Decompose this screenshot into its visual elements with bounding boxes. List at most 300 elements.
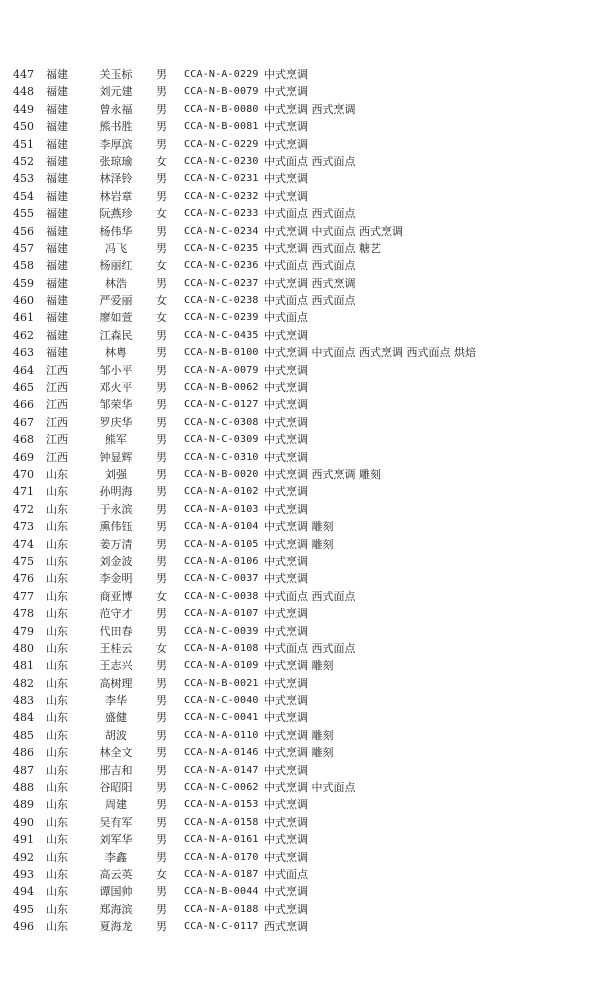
- certificate-code-cell: CCA-N-A-0109: [184, 660, 259, 672]
- row-number: 457: [13, 241, 34, 255]
- row-number: 490: [13, 815, 34, 829]
- categories-cell: 中式烹调 雕刻: [264, 520, 334, 534]
- certificate-code-cell: CCA-N-C-0041: [184, 712, 259, 724]
- categories-cell: 中式烹调: [264, 502, 308, 516]
- table-row: [0, 744, 600, 761]
- table-row: [0, 483, 600, 500]
- certificate-code-cell: CCA-N-C-0117: [184, 921, 259, 933]
- name-cell: 刘金波: [99, 554, 133, 568]
- name-cell: 林浩: [105, 276, 127, 290]
- gender-cell: 男: [156, 520, 167, 534]
- gender-cell: 女: [156, 294, 167, 308]
- gender-cell: 男: [156, 398, 167, 412]
- province-cell: 山东: [46, 902, 68, 916]
- province-cell: 山东: [46, 659, 68, 673]
- categories-cell: 中式烹调: [264, 381, 308, 395]
- province-cell: 山东: [46, 589, 68, 603]
- province-cell: 山东: [46, 711, 68, 725]
- name-cell: 杨伟华: [99, 224, 133, 238]
- row-number: 463: [13, 346, 34, 360]
- categories-cell: 中式烹调 中式面点: [264, 781, 356, 795]
- province-cell: 山东: [46, 763, 68, 777]
- row-number: 476: [13, 572, 34, 586]
- table-row: [0, 762, 600, 779]
- table-row: [0, 170, 600, 187]
- gender-cell: 男: [156, 450, 167, 464]
- categories-cell: 中式烹调: [264, 85, 308, 99]
- gender-cell: 男: [156, 902, 167, 916]
- gender-cell: 男: [156, 502, 167, 516]
- certificate-code-cell: CCA-N-A-0153: [184, 799, 259, 811]
- certificate-code-cell: CCA-N-C-0235: [184, 242, 259, 254]
- name-cell: 商亚博: [99, 589, 133, 603]
- row-number: 458: [13, 259, 34, 273]
- categories-cell: 中式烹调: [264, 763, 308, 777]
- row-number: 450: [13, 120, 34, 134]
- gender-cell: 男: [156, 363, 167, 377]
- table-row: [0, 362, 600, 379]
- province-cell: 江西: [46, 450, 68, 464]
- row-number: 461: [13, 311, 34, 325]
- gender-cell: 男: [156, 68, 167, 81]
- name-cell: 李金明: [99, 572, 133, 586]
- province-cell: 福建: [46, 294, 68, 308]
- gender-cell: 男: [156, 659, 167, 673]
- province-cell: 山东: [46, 624, 68, 638]
- name-cell: 谭国帅: [99, 885, 133, 899]
- categories-cell: 中式烹调 雕刻: [264, 728, 334, 742]
- certificate-code-cell: CCA-N-B-0081: [184, 121, 259, 133]
- certificate-code-cell: CCA-N-B-0044: [184, 886, 259, 898]
- gender-cell: 女: [156, 311, 167, 325]
- row-number: 473: [13, 520, 34, 534]
- categories-cell: 中式面点 西式面点: [264, 259, 356, 273]
- table-row: [0, 553, 600, 570]
- gender-cell: 男: [156, 746, 167, 760]
- name-cell: 邓火平: [99, 381, 133, 395]
- province-cell: 福建: [46, 102, 68, 116]
- row-number: 467: [13, 415, 34, 429]
- province-cell: 福建: [46, 346, 68, 360]
- row-number: 464: [13, 363, 34, 377]
- name-cell: 姜万清: [99, 537, 133, 551]
- province-cell: 山东: [46, 502, 68, 516]
- table-row: [0, 153, 600, 170]
- row-number: 480: [13, 641, 34, 655]
- certificate-code-cell: CCA-N-A-0102: [184, 486, 259, 498]
- name-cell: 林粤: [105, 346, 127, 360]
- name-cell: 刘军华: [99, 833, 133, 847]
- gender-cell: 男: [156, 415, 167, 429]
- categories-cell: 中式烹调: [264, 328, 308, 342]
- name-cell: 冯飞: [105, 241, 127, 255]
- table-row: [0, 275, 600, 292]
- row-number: 454: [13, 189, 34, 203]
- name-cell: 范守才: [99, 607, 133, 621]
- gender-cell: 男: [156, 694, 167, 708]
- categories-cell: 中式烹调: [264, 172, 308, 186]
- categories-cell: 中式烹调 中式面点 西式烹调 西式面点 烘焙: [264, 346, 476, 360]
- categories-cell: 中式面点: [264, 311, 308, 325]
- province-cell: 江西: [46, 363, 68, 377]
- province-cell: 福建: [46, 328, 68, 342]
- gender-cell: 男: [156, 241, 167, 255]
- province-cell: 福建: [46, 207, 68, 221]
- certificate-code-cell: CCA-N-C-0237: [184, 277, 259, 289]
- categories-cell: 中式烹调: [264, 885, 308, 899]
- province-cell: 福建: [46, 154, 68, 168]
- row-number: 481: [13, 659, 34, 673]
- name-cell: 高云英: [99, 867, 133, 881]
- certificate-code-cell: CCA-N-A-0103: [184, 503, 259, 515]
- table-row: [0, 292, 600, 309]
- certificate-code-cell: CCA-N-C-0232: [184, 190, 259, 202]
- name-cell: 胡波: [105, 728, 127, 742]
- certificate-code-cell: CCA-N-C-0229: [184, 138, 259, 150]
- gender-cell: 男: [156, 624, 167, 638]
- table-row: [0, 431, 600, 448]
- gender-cell: 男: [156, 137, 167, 151]
- certificate-code-cell: CCA-N-B-0100: [184, 347, 259, 359]
- row-number: 456: [13, 224, 34, 238]
- table-row: [0, 83, 600, 100]
- name-cell: 邹小平: [99, 363, 133, 377]
- province-cell: 山东: [46, 676, 68, 690]
- name-cell: 盛健: [105, 711, 127, 725]
- name-cell: 孙明海: [99, 485, 133, 499]
- name-cell: 钟显辉: [99, 450, 133, 464]
- province-cell: 福建: [46, 224, 68, 238]
- certificate-code-cell: CCA-N-C-0037: [184, 573, 259, 585]
- row-number: 451: [13, 137, 34, 151]
- name-cell: 李厚滨: [99, 137, 133, 151]
- row-number: 462: [13, 328, 34, 342]
- table-row: [0, 536, 600, 553]
- province-cell: 江西: [46, 398, 68, 412]
- province-cell: 福建: [46, 68, 68, 81]
- row-number: 469: [13, 450, 34, 464]
- gender-cell: 男: [156, 433, 167, 447]
- table-row: [0, 118, 600, 135]
- categories-cell: 中式烹调: [264, 624, 308, 638]
- categories-cell: 中式面点: [264, 867, 308, 881]
- row-number: 470: [13, 467, 34, 481]
- categories-cell: 中式面点 西式面点: [264, 154, 356, 168]
- name-cell: 罗庆华: [99, 415, 133, 429]
- name-cell: 杨丽红: [99, 259, 133, 273]
- province-cell: 山东: [46, 885, 68, 899]
- certificate-code-cell: CCA-N-A-0147: [184, 764, 259, 776]
- province-cell: 江西: [46, 433, 68, 447]
- province-cell: 山东: [46, 485, 68, 499]
- row-number: 468: [13, 433, 34, 447]
- categories-cell: 中式烹调: [264, 433, 308, 447]
- gender-cell: 男: [156, 763, 167, 777]
- province-cell: 山东: [46, 920, 68, 934]
- province-cell: 山东: [46, 554, 68, 568]
- categories-cell: 中式烹调: [264, 485, 308, 499]
- table-row: [0, 849, 600, 866]
- gender-cell: 男: [156, 781, 167, 795]
- province-cell: 山东: [46, 833, 68, 847]
- row-number: 483: [13, 694, 34, 708]
- gender-cell: 男: [156, 920, 167, 934]
- name-cell: 李华: [105, 694, 127, 708]
- row-number: 492: [13, 850, 34, 864]
- table-row: [0, 379, 600, 396]
- name-cell: 熊军: [105, 433, 127, 447]
- table-row: [0, 66, 600, 83]
- certificate-code-cell: CCA-N-A-0187: [184, 868, 259, 880]
- name-cell: 吴有军: [99, 815, 133, 829]
- name-cell: 代田春: [99, 624, 133, 638]
- categories-cell: 中式烹调: [264, 711, 308, 725]
- certificate-code-cell: CCA-N-A-0158: [184, 816, 259, 828]
- gender-cell: 男: [156, 833, 167, 847]
- certificate-code-cell: CCA-N-C-0038: [184, 590, 259, 602]
- gender-cell: 男: [156, 346, 167, 360]
- certificate-code-cell: CCA-N-A-0146: [184, 747, 259, 759]
- categories-cell: 中式面点 西式面点: [264, 207, 356, 221]
- province-cell: 福建: [46, 311, 68, 325]
- table-row: [0, 136, 600, 153]
- row-number: 486: [13, 746, 34, 760]
- name-cell: 周建: [105, 798, 127, 812]
- row-number: 496: [13, 920, 34, 934]
- row-number: 487: [13, 763, 34, 777]
- table-row: [0, 657, 600, 674]
- table-row: [0, 727, 600, 744]
- name-cell: 曾永福: [99, 102, 133, 116]
- categories-cell: 中式烹调 西式面点 糖艺: [264, 241, 381, 255]
- row-number: 455: [13, 207, 34, 221]
- certificate-code-cell: CCA-N-A-0108: [184, 642, 259, 654]
- table-row: [0, 709, 600, 726]
- certificate-code-cell: CCA-N-C-0309: [184, 434, 259, 446]
- categories-cell: 中式烹调: [264, 450, 308, 464]
- province-cell: 山东: [46, 520, 68, 534]
- row-number: 471: [13, 485, 34, 499]
- name-cell: 邢吉和: [99, 763, 133, 777]
- certificate-code-cell: CCA-N-A-0106: [184, 555, 259, 567]
- row-number: 465: [13, 381, 34, 395]
- roster-table: [0, 66, 600, 936]
- province-cell: 山东: [46, 746, 68, 760]
- row-number: 479: [13, 624, 34, 638]
- gender-cell: 男: [156, 572, 167, 586]
- gender-cell: 男: [156, 172, 167, 186]
- gender-cell: 女: [156, 589, 167, 603]
- table-row: [0, 518, 600, 535]
- gender-cell: 女: [156, 867, 167, 881]
- categories-cell: 西式烹调: [264, 920, 308, 934]
- province-cell: 福建: [46, 276, 68, 290]
- name-cell: 关玉标: [99, 68, 133, 81]
- name-cell: 廖如萱: [99, 311, 133, 325]
- table-row: [0, 605, 600, 622]
- table-row: [0, 327, 600, 344]
- gender-cell: 男: [156, 328, 167, 342]
- table-row: [0, 779, 600, 796]
- row-number: 494: [13, 885, 34, 899]
- gender-cell: 男: [156, 554, 167, 568]
- name-cell: 张琼瑜: [99, 154, 133, 168]
- categories-cell: 中式烹调: [264, 798, 308, 812]
- categories-cell: 中式烹调 西式烹调: [264, 102, 356, 116]
- categories-cell: 中式烹调: [264, 607, 308, 621]
- categories-cell: 中式烹调: [264, 902, 308, 916]
- name-cell: 夏海龙: [99, 920, 133, 934]
- province-cell: 山东: [46, 815, 68, 829]
- gender-cell: 男: [156, 728, 167, 742]
- gender-cell: 男: [156, 676, 167, 690]
- categories-cell: 中式烹调: [264, 850, 308, 864]
- table-row: [0, 866, 600, 883]
- categories-cell: 中式面点 西式面点: [264, 641, 356, 655]
- table-row: [0, 796, 600, 813]
- certificate-code-cell: CCA-N-C-0308: [184, 416, 259, 428]
- gender-cell: 女: [156, 207, 167, 221]
- table-row: [0, 501, 600, 518]
- province-cell: 山东: [46, 607, 68, 621]
- certificate-code-cell: CCA-N-A-0105: [184, 538, 259, 550]
- gender-cell: 女: [156, 154, 167, 168]
- certificate-code-cell: CCA-N-B-0079: [184, 86, 259, 98]
- row-number: 484: [13, 711, 34, 725]
- table-row: [0, 623, 600, 640]
- row-number: 459: [13, 276, 34, 290]
- table-row: [0, 449, 600, 466]
- table-row: [0, 414, 600, 431]
- certificate-code-cell: CCA-N-A-0161: [184, 834, 259, 846]
- gender-cell: 女: [156, 259, 167, 273]
- certificate-code-cell: CCA-N-C-0310: [184, 451, 259, 463]
- certificate-code-cell: CCA-N-C-0231: [184, 173, 259, 185]
- certificate-code-cell: CCA-N-B-0021: [184, 677, 259, 689]
- table-row: [0, 309, 600, 326]
- certificate-code-cell: CCA-N-C-0040: [184, 695, 259, 707]
- certificate-code-cell: CCA-N-B-0080: [184, 103, 259, 115]
- table-row: [0, 188, 600, 205]
- table-row: [0, 223, 600, 240]
- gender-cell: 男: [156, 537, 167, 551]
- gender-cell: 男: [156, 102, 167, 116]
- table-row: [0, 396, 600, 413]
- row-number: 453: [13, 172, 34, 186]
- certificate-code-cell: CCA-N-C-0230: [184, 155, 259, 167]
- row-number: 448: [13, 85, 34, 99]
- certificate-code-cell: CCA-N-A-0170: [184, 851, 259, 863]
- name-cell: 谷昭阳: [99, 781, 133, 795]
- name-cell: 郑海滨: [99, 902, 133, 916]
- table-row: [0, 257, 600, 274]
- province-cell: 福建: [46, 172, 68, 186]
- certificate-code-cell: CCA-N-A-0229: [184, 69, 259, 80]
- gender-cell: 男: [156, 85, 167, 99]
- name-cell: 林岩章: [99, 189, 133, 203]
- gender-cell: 男: [156, 885, 167, 899]
- categories-cell: 中式烹调: [264, 676, 308, 690]
- name-cell: 高树理: [99, 676, 133, 690]
- certificate-code-cell: CCA-N-C-0435: [184, 329, 259, 341]
- certificate-code-cell: CCA-N-A-0079: [184, 364, 259, 376]
- province-cell: 山东: [46, 694, 68, 708]
- name-cell: 邹荣华: [99, 398, 133, 412]
- certificate-code-cell: CCA-N-A-0110: [184, 729, 259, 741]
- table-row: [0, 205, 600, 222]
- categories-cell: 中式烹调 雕刻: [264, 537, 334, 551]
- certificate-code-cell: CCA-N-C-0238: [184, 295, 259, 307]
- gender-cell: 男: [156, 607, 167, 621]
- table-row: [0, 640, 600, 657]
- province-cell: 山东: [46, 728, 68, 742]
- province-cell: 山东: [46, 537, 68, 551]
- categories-cell: 中式烹调: [264, 68, 308, 81]
- row-number: 460: [13, 294, 34, 308]
- row-number: 478: [13, 607, 34, 621]
- certificate-code-cell: CCA-N-A-0188: [184, 903, 259, 915]
- row-number: 493: [13, 867, 34, 881]
- table-row: [0, 344, 600, 361]
- gender-cell: 男: [156, 798, 167, 812]
- province-cell: 江西: [46, 415, 68, 429]
- name-cell: 熏伟钰: [99, 520, 133, 534]
- gender-cell: 男: [156, 224, 167, 238]
- table-row: [0, 675, 600, 692]
- name-cell: 于永滨: [99, 502, 133, 516]
- province-cell: 福建: [46, 259, 68, 273]
- name-cell: 刘元建: [99, 85, 133, 99]
- categories-cell: 中式烹调: [264, 137, 308, 151]
- name-cell: 刘强: [105, 467, 127, 481]
- row-number: 466: [13, 398, 34, 412]
- categories-cell: 中式烹调 中式面点 西式烹调: [264, 224, 403, 238]
- row-number: 477: [13, 589, 34, 603]
- gender-cell: 女: [156, 641, 167, 655]
- province-cell: 福建: [46, 85, 68, 99]
- table-row: [0, 918, 600, 935]
- certificate-code-cell: CCA-N-C-0039: [184, 625, 259, 637]
- gender-cell: 男: [156, 815, 167, 829]
- gender-cell: 男: [156, 189, 167, 203]
- certificate-code-cell: CCA-N-A-0104: [184, 521, 259, 533]
- gender-cell: 男: [156, 850, 167, 864]
- gender-cell: 男: [156, 485, 167, 499]
- categories-cell: 中式烹调: [264, 120, 308, 134]
- row-number: 472: [13, 502, 34, 516]
- name-cell: 王志兴: [99, 659, 133, 673]
- province-cell: 山东: [46, 641, 68, 655]
- gender-cell: 男: [156, 120, 167, 134]
- row-number: 495: [13, 902, 34, 916]
- table-row: [0, 101, 600, 118]
- name-cell: 熊书胜: [99, 120, 133, 134]
- province-cell: 山东: [46, 850, 68, 864]
- row-number: 489: [13, 798, 34, 812]
- province-cell: 山东: [46, 867, 68, 881]
- province-cell: 山东: [46, 781, 68, 795]
- table-row: [0, 466, 600, 483]
- certificate-code-cell: CCA-N-C-0127: [184, 399, 259, 411]
- categories-cell: 中式烹调: [264, 415, 308, 429]
- name-cell: 江森民: [99, 328, 133, 342]
- table-row: [0, 831, 600, 848]
- categories-cell: 中式烹调 西式烹调: [264, 276, 356, 290]
- categories-cell: 中式烹调 雕刻: [264, 746, 334, 760]
- row-number: 491: [13, 833, 34, 847]
- categories-cell: 中式烹调 雕刻: [264, 659, 334, 673]
- categories-cell: 中式烹调 西式烹调 雕刻: [264, 467, 381, 481]
